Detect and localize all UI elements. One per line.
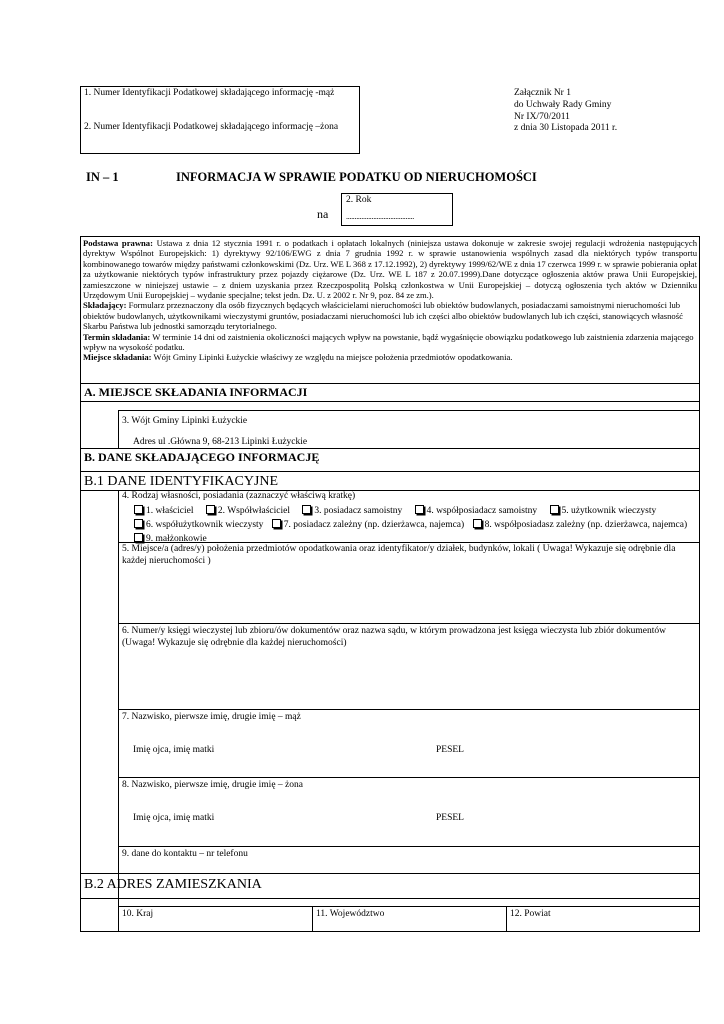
section-a-top-line — [80, 383, 700, 384]
contact-phone-field[interactable]: 9. dane do kontaktu – nr telefonu — [122, 849, 248, 859]
checkbox-icon[interactable] — [134, 519, 143, 528]
place-label: Miejsce składania: — [83, 352, 152, 363]
legal-basis-label: Podstawa prawna: — [83, 238, 153, 248]
legal-basis — [83, 238, 697, 300]
country-field[interactable]: 10. Kraj — [122, 909, 154, 919]
ownership-option-3[interactable] — [302, 504, 402, 518]
checkbox-icon[interactable] — [302, 505, 311, 514]
legal-basis-text: Ustawa z dnia 12 stycznia 1991 r. o podatkach i opłatach lokalnych (niniejsza ustawa dokonuje w zakresie swojej regulacji wdrożenia następujących dyrektyw Wspólnot Europejskich: 1) dyrektywy 92/106/EWG z dnia 7 grudnia 1992 r. w sprawie ustanowienia wspólnych zasad dla niektórych typów transportu kombinowanego towarów między państwami członkowskimi (Dz. Urz. WE L 368 z 17.12.1992), 2) dyrektywy 1999/62/WE z dnia 17 czerwca 1999 r. w sprawie pobierania opłat za użytkowanie niektórych typów infrastruktury przez pojazdy ciężarowe (Dz. Urz. WE L 187 z 20.07.1999).Dane dotyczące ogłoszenia aktów prawa Unii Europejskiej, zamieszczone w niniejszej ustawie – z dniem uzyskania przez Rzeczpospolitą Polską członkostwa w Unii Europejskiej – dotyczą ogłoszenia tych aktów w Dzienniku Urzędowym Unii Europejskiej – wydanie specjalne; tekst jedn. Dz. U. z 2002 r. Nr 9, poz. 84 ze zm.). — [83, 238, 697, 301]
checkbox-icon[interactable] — [272, 519, 281, 528]
nip-wife-field[interactable]: 2. Numer Identyfikacji Podatkowej składającego informację –żona — [84, 122, 339, 132]
husband-name-field[interactable]: 7. Nazwisko, pierwsze imię, drugie imię – mąż — [122, 712, 301, 722]
year-na-label: na — [317, 207, 329, 221]
legal-place — [83, 352, 697, 362]
ownership-option-5-label: 5. użytkownik wieczysty — [561, 506, 657, 516]
attachment-line-2: do Uchwały Rady Gminy — [514, 99, 612, 110]
deadline-label: Termin składania: — [83, 331, 151, 342]
field5-top-line — [118, 542, 700, 543]
ownership-option-2-label: 2. Współwłaściciel — [217, 506, 290, 516]
year-value[interactable]: ........................................ — [346, 212, 415, 221]
checkbox-icon[interactable] — [473, 519, 482, 528]
field9-top-line — [118, 846, 700, 847]
nip-husband-field[interactable]: 1. Numer Identyfikacji Podatkowej składającego informację -mąż — [84, 88, 335, 98]
submitter-label: Składający: — [83, 300, 127, 311]
authority-address: Adres ul .Główna 9, 68-213 Lipinki Łużyckie — [133, 437, 308, 447]
attachment-line-3: Nr IX/70/2011 — [514, 111, 570, 122]
submitter-text: Formularz przeznaczony dla osób fizycznych będących właścicielami nieruchomości lub obiektów budowlanych, posiadaczami samoistnymi nieruchomości lub obiektów budowlanych, użytkownikami wieczystymi gruntów, posiadaczami nieruchomości lub ich części albo obiektów budowlanych lub ich części, stanowiących własność Skarbu Państwa lub jednostki samorządu terytorialnego. — [83, 300, 683, 332]
wife-name-field[interactable]: 8. Nazwisko, pierwsze imię, drugie imię – żona — [122, 780, 303, 790]
ownership-options — [134, 504, 694, 546]
ownership-option-7[interactable] — [272, 518, 464, 532]
b1-title: B.1 DANE IDENTYFIKACYJNE — [84, 474, 279, 489]
form-code: IN – 1 — [86, 170, 119, 184]
checkbox-icon[interactable] — [134, 533, 143, 542]
ownership-option-4[interactable] — [415, 504, 538, 518]
attachment-line-1: Załącznik Nr 1 — [514, 88, 571, 98]
ownership-option-2[interactable] — [206, 504, 290, 518]
section-b-title: B. DANE SKŁADAJĄCEGO INFORMACJĘ — [84, 450, 320, 464]
ownership-option-8[interactable] — [473, 518, 688, 532]
checkbox-icon[interactable] — [206, 505, 215, 514]
ownership-option-9-label: 9. małżonkowie — [146, 534, 207, 544]
section-a-inner-left — [118, 410, 119, 448]
district-field[interactable]: 12. Powiat — [510, 909, 551, 919]
b1-inner-left — [118, 490, 119, 932]
wife-parents-field[interactable]: Imię ojca, imię matki — [133, 813, 215, 823]
b2-divider-2 — [506, 906, 507, 932]
b2-fields-top-line — [118, 906, 700, 907]
attachment-note — [514, 88, 617, 135]
section-b-top-line — [80, 448, 700, 449]
b2-title-line — [80, 898, 700, 899]
field8-top-line — [118, 777, 700, 778]
ownership-option-1-label: 1. właściciel — [146, 506, 194, 516]
land-register-field[interactable]: 6. Numer/y księgi wieczystej lub zbioru/ów dokumentów oraz nazwa sądu, w którym prowadzona jest księga wieczysta lub zbiór dokumentów (Uwaga! Wykazuje się odrębnie dla każdej nieruchomości) — [122, 626, 666, 648]
voivodeship-field[interactable]: 11. Województwo — [316, 909, 385, 919]
form-title: INFORMACJA W SPRAWIE PODATKU OD NIERUCHOMOŚCI — [176, 170, 537, 184]
checkbox-icon[interactable] — [134, 505, 143, 514]
legal-block — [83, 238, 697, 363]
year-label: 2. Rok — [346, 195, 372, 205]
section-a-inner-top — [118, 410, 700, 411]
ownership-option-5[interactable] — [550, 504, 657, 518]
b2-divider-1 — [312, 906, 313, 932]
b2-title: B.2 ADRES ZAMIESZKANIA — [84, 877, 262, 892]
ownership-option-8-label: 8. współposiadasz zależny (np. dzierżawca, najemca) — [484, 520, 688, 530]
legal-submitter — [83, 300, 697, 331]
checkbox-icon[interactable] — [415, 505, 424, 514]
property-location-field[interactable]: 5. Miejsce/a (adres/y) położenia przedmiotów opodatkowania oraz identyfikator/y działek, budynków, lokali ( Uwaga! Wykazuje się odrębnie dla każdej nieruchomości ) — [122, 544, 676, 566]
authority-field: 3. Wójt Gminy Lipinki Łużyckie — [122, 416, 248, 426]
ownership-label: 4. Rodzaj własności, posiadania (zaznaczyć właściwą kratkę) — [122, 491, 356, 501]
field7-top-line — [118, 709, 700, 710]
ownership-option-1[interactable] — [134, 504, 193, 518]
ownership-option-3-label: 3. posiadacz samoistny — [314, 506, 403, 516]
attachment-line-4: z dnia 30 Listopada 2011 r. — [514, 123, 618, 134]
place-text: Wójt Gminy Lipinki Łużyckie właściwy ze względu na miejsce położenia przedmiotów opodatkowania. — [153, 352, 513, 363]
ownership-option-6[interactable] — [134, 518, 263, 532]
legal-deadline — [83, 332, 697, 353]
checkbox-icon[interactable] — [550, 505, 559, 514]
husband-parents-field[interactable]: Imię ojca, imię matki — [133, 745, 215, 755]
ownership-option-6-label: 6. współużytkownik wieczysty — [146, 520, 264, 530]
husband-pesel-field[interactable]: PESEL — [436, 745, 464, 755]
b2-top-line — [80, 873, 700, 874]
wife-pesel-field[interactable]: PESEL — [436, 813, 464, 823]
ownership-option-7-label: 7. posiadacz zależny (np. dzierżawca, najemca) — [283, 520, 465, 530]
ownership-option-4-label: 4. współposiadacz samoistny — [426, 506, 538, 516]
section-a-title-line — [80, 401, 700, 402]
section-a-title: A. MIEJSCE SKŁADANIA INFORMACJI — [84, 385, 308, 399]
section-b-title-line — [80, 471, 700, 472]
field6-top-line — [118, 623, 700, 624]
deadline-text: W terminie 14 dni od zaistnienia okoliczności mających wpływ na powstanie, bądź wygaśnięcie obowiązku podatkowego lub zaistnienia zdarzenia mającego wpływ na wysokość podatku. — [83, 331, 694, 353]
